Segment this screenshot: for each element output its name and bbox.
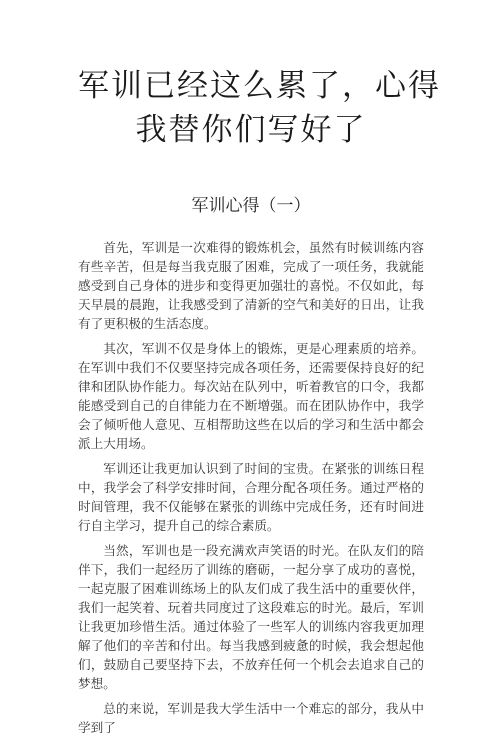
paragraph: 当然，军训也是一段充满欢声笑语的时光。在队友们的陪伴下，我们一起经历了训练的磨砺，一起分享了成功的喜悦，一起克服了困难训练场上的队友们成了我生活中的重要伙伴，我们一起笑着、玩着共同度过了这段难忘的时光。最后，军训让我更加珍惜生活。通过体验了一些军人的训练内容我更加理解了他们的辛苦和付出。每当我感到疲惫的时候，我会想起他们，鼓励自己要坚持下去，不放弃任何一个机会去追求自己的梦想。	[78, 543, 424, 691]
document-body	[78, 238, 424, 737]
paragraph: 首先，军训是一次难得的锻炼机会，虽然有时候训练内容有些辛苦，但是每当我克服了困难，完成了一项任务，我就能感受到自己身体的进步和变得更加强壮的喜悦。不仅如此，每天早晨的晨跑，让我感受到了清新的空气和美好的日出，让我有了更积极的生活态度。	[78, 240, 424, 331]
paragraph: 军训还让我更加认识到了时间的宝贵。在紧张的训练日程中，我学会了科学安排时间，合理分配各项任务。通过严格的时间管理，我不仅能够在紧张的训练中完成任务，还有时间进行自主学习，提升自己的综合素质。	[78, 461, 424, 533]
paragraph: 总的来说，军训是我大学生活中一个难忘的部分，我从中学到了	[78, 701, 424, 735]
title-line-1: 军训已经这么累了，心得	[78, 68, 441, 104]
title-line-2: 我替你们写好了	[135, 112, 367, 148]
document-title	[78, 64, 441, 152]
section-heading: 军训心得（一）	[191, 196, 311, 216]
paragraph: 其次，军训不仅是身体上的锻炼，更是心理素质的培养。在军训中我们不仅要坚持完成各项任务，还需要保持良好的纪律和团队协作能力。每次站在队列中，听着教官的口令，我都能感受到自己的自律能力在不断增强。而在团队协作中，我学会了倾听他人意见、互相帮助这些在以后的学习和生活中都会派上大用场。	[78, 341, 424, 451]
